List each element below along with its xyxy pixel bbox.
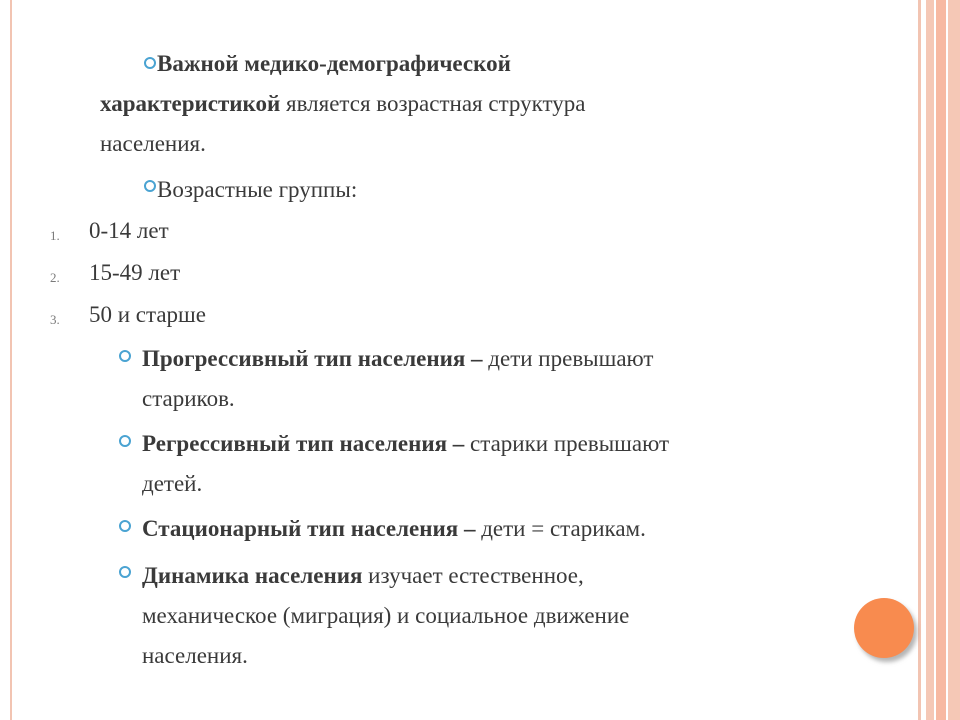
intro-line-1 (157, 44, 511, 84)
type-progressive-line-1 (142, 339, 653, 379)
bullet-icon (119, 566, 131, 578)
stripe (948, 0, 960, 720)
frame-left-line (10, 0, 12, 720)
definition: дети превышают (482, 346, 654, 371)
definition: старики превышают (464, 431, 670, 456)
type-progressive-line-2: стариков. (142, 386, 235, 411)
bullet-icon (144, 180, 156, 192)
intro-bold-2: характеристикой (100, 91, 281, 116)
intro-line-2 (100, 84, 585, 124)
definition: изучает естественное, (362, 563, 584, 588)
list-item: 50 и старше (89, 302, 206, 327)
dynamics-line-1 (142, 556, 584, 596)
bullet-icon (119, 520, 131, 532)
intro-rest: является возрастная структура (280, 91, 586, 116)
list-number: 1. (50, 228, 60, 243)
bullet-icon (119, 350, 131, 362)
bullet-icon (119, 435, 131, 447)
intro-bold: Важной медико-демографической (157, 51, 511, 76)
term: Регрессивный тип населения – (142, 431, 465, 456)
type-stationary-line-1 (142, 509, 646, 549)
dynamics-line-2: механическое (миграция) и социальное движение (142, 603, 630, 628)
dynamics-line-3: населения. (142, 643, 248, 668)
term: Прогрессивный тип населения – (142, 346, 483, 371)
list-number: 2. (50, 270, 60, 285)
bullet-icon (144, 57, 156, 69)
stripe (926, 0, 934, 720)
definition: дети = старикам. (475, 516, 646, 541)
term: Динамика населения (142, 563, 363, 588)
right-stripes (926, 0, 960, 720)
stripe (936, 0, 946, 720)
type-regressive-line-1 (142, 424, 669, 464)
list-item: 15-49 лет (89, 260, 181, 285)
type-regressive-line-2: детей. (142, 471, 203, 496)
list-number: 3. (50, 312, 60, 327)
frame-right-line (918, 0, 921, 720)
age-groups-heading: Возрастные группы: (157, 177, 358, 202)
term: Стационарный тип населения – (142, 516, 476, 541)
intro-line-3: населения. (100, 131, 206, 156)
list-item: 0-14 лет (89, 218, 169, 243)
decorative-circle (854, 598, 914, 658)
